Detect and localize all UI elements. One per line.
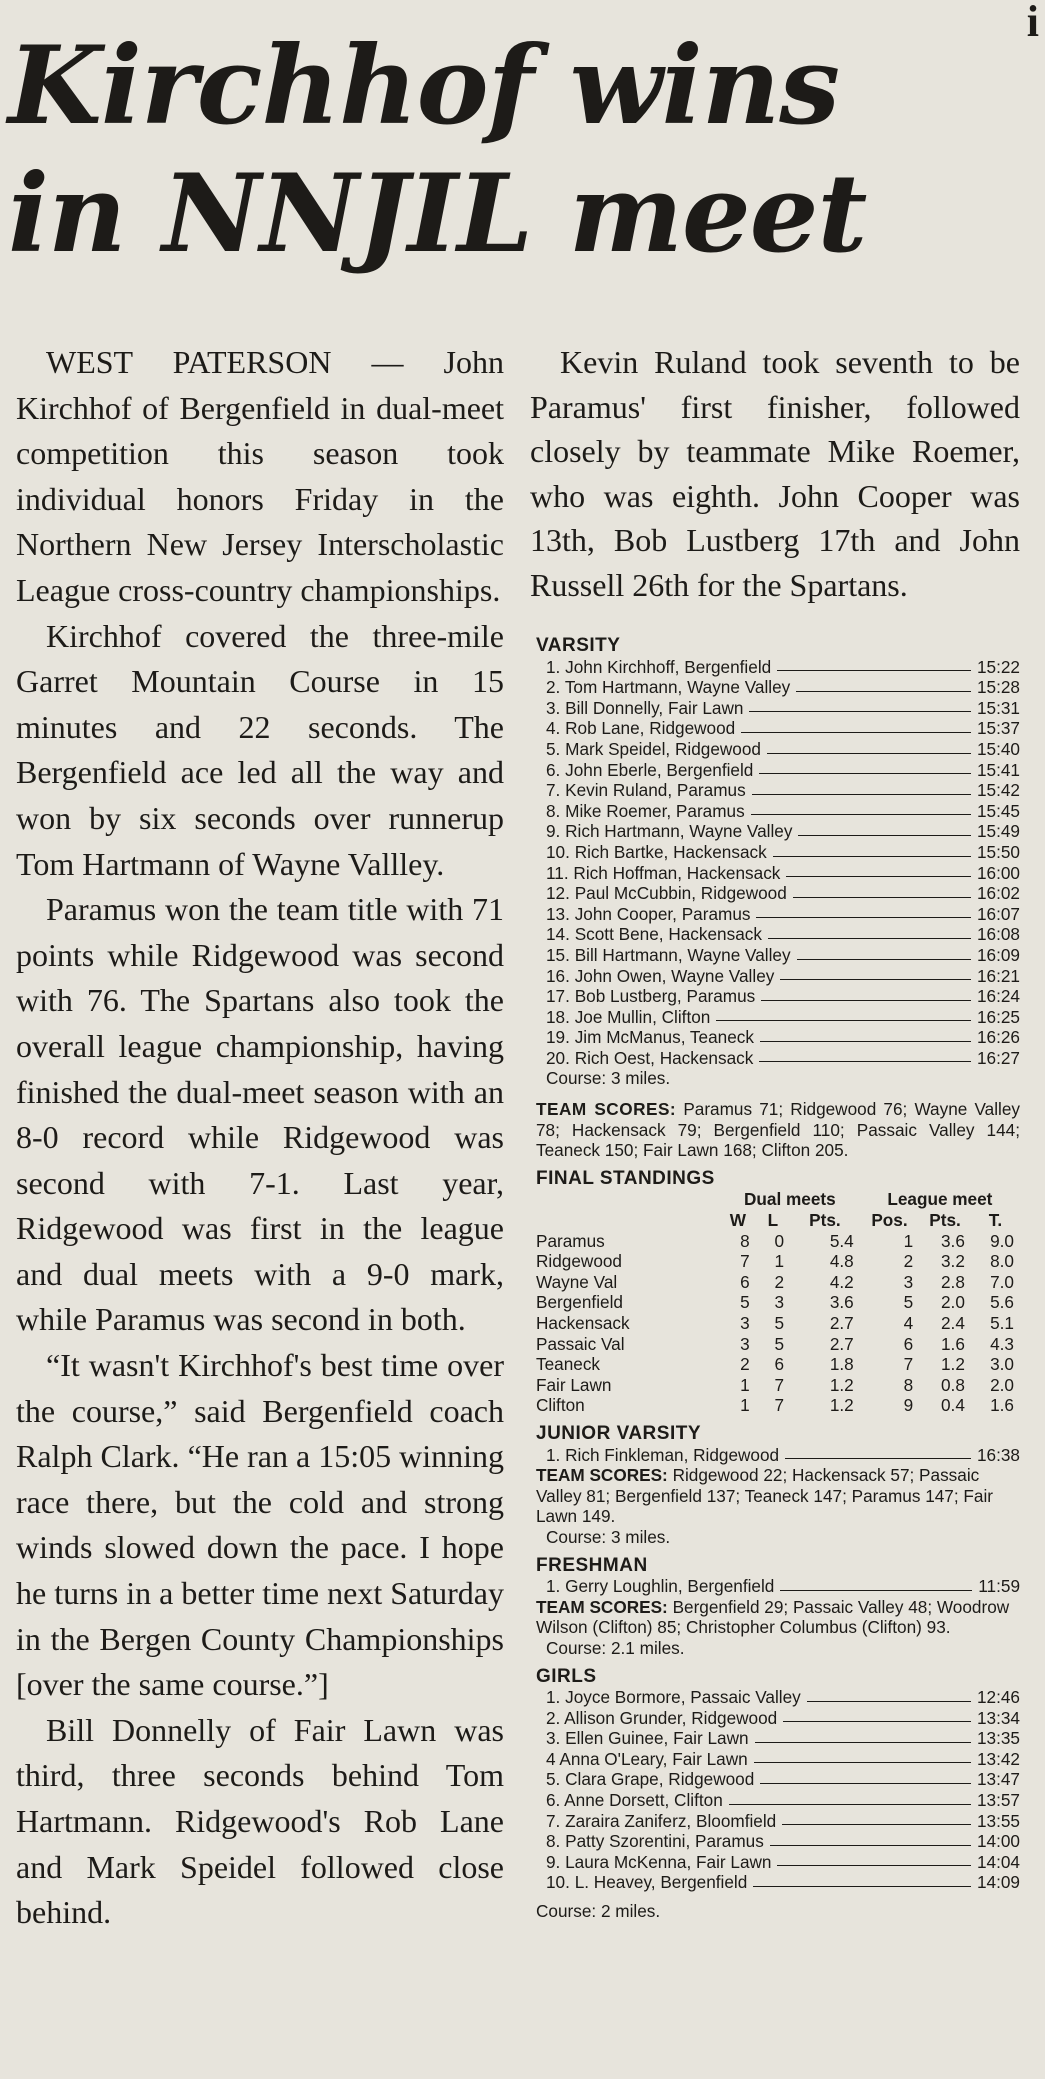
jv-heading: JUNIOR VARSITY xyxy=(536,1422,702,1444)
result-place: 5. xyxy=(546,738,561,759)
standings-cell-t: 7.0 xyxy=(990,1271,1014,1292)
article-left-column xyxy=(16,340,504,1936)
standings-cell-lpts: 2.8 xyxy=(940,1271,965,1292)
standings-cell-pts: 2.7 xyxy=(829,1333,854,1354)
result-name: Mark Speidel, Ridgewood xyxy=(565,738,761,759)
result-time: 16:09 xyxy=(976,944,1020,965)
article-paragraph: WEST PATERSON — John Kirchhof of Bergenfield in dual-meet competition this season took individual honors Friday in the Northern New Jersey Interscholastic League cross-country championships. xyxy=(16,344,504,608)
freshman-heading: FRESHMAN xyxy=(536,1554,648,1576)
leader-line xyxy=(716,1007,971,1022)
result-row xyxy=(536,1749,1020,1770)
result-place: 18. xyxy=(546,1006,570,1027)
girls-heading: GIRLS xyxy=(536,1665,597,1687)
team-scores-text: Paramus 71; Ridgewood 76; Wayne Valley 78; Hackensack 79; Bergenfield 110; Passaic Valley 144; Teaneck 150; Fair Lawn 168; Clifton 205. xyxy=(536,1099,1021,1161)
standings-cell-lpts: 2.0 xyxy=(940,1292,965,1313)
leader-line xyxy=(752,780,971,795)
result-name: Laura McKenna, Fair Lawn xyxy=(565,1851,772,1872)
standings-cell-w: 7 xyxy=(740,1251,750,1272)
edge-letter-fragment: i xyxy=(1026,0,1039,46)
leader-line xyxy=(783,1708,971,1723)
result-row xyxy=(536,883,1020,904)
standings-cell-t: 9.0 xyxy=(990,1230,1014,1251)
result-time: 15:50 xyxy=(976,841,1020,862)
result-time: 14:04 xyxy=(976,1851,1020,1872)
col-header: T. xyxy=(988,1210,1003,1231)
standings-cell-pos: 9 xyxy=(903,1395,914,1416)
standings-row xyxy=(536,1375,1020,1396)
standings-cell-w: 3 xyxy=(740,1333,750,1354)
result-name: John Owen, Wayne Valley xyxy=(574,965,775,986)
leader-line xyxy=(755,1728,971,1743)
result-name: John Cooper, Paramus xyxy=(574,903,751,924)
standings-cell-w: 2 xyxy=(740,1354,750,1375)
freshman-winner: 1. Gerry Loughlin, Bergenfield 11:59 xyxy=(546,1576,1020,1597)
leader-line xyxy=(797,945,971,960)
standings-cell-pos: 6 xyxy=(903,1333,914,1354)
league-meet-header: League meet xyxy=(887,1189,993,1210)
result-place: 7. xyxy=(546,1810,561,1831)
standings-row xyxy=(536,1231,1020,1252)
result-row xyxy=(536,1769,1020,1790)
result-row xyxy=(536,904,1020,925)
result-place: 2. xyxy=(546,677,561,698)
standings-cell-lpts: 1.6 xyxy=(940,1333,965,1354)
standings-cell-l: 5 xyxy=(774,1313,785,1333)
leader-line xyxy=(753,1872,971,1887)
leader-line xyxy=(760,1027,971,1042)
standings-cell-w: 1 xyxy=(740,1374,750,1395)
standings-cell-lpts: 3.6 xyxy=(940,1230,965,1251)
article-paragraph: Kirchhof covered the three-mile Garret Mountain Course in 15 minutes and 22 seconds. The Bergenfield ace led all the way and won by six seconds over runnerup Tom Hartmann of Wayne Vallley. xyxy=(16,617,504,882)
result-place: 15. xyxy=(546,944,570,965)
standings-cell-pts: 1.2 xyxy=(829,1395,854,1416)
result-row xyxy=(536,1790,1020,1811)
standings-cell-t: 5.6 xyxy=(990,1292,1014,1313)
result-name: John Eberle, Bergenfield xyxy=(565,759,754,780)
varsity-results xyxy=(536,657,1020,1069)
standings-cell-l: 1 xyxy=(774,1251,785,1272)
result-row xyxy=(536,1687,1020,1708)
result-place: 1. xyxy=(546,1687,561,1708)
result-time: 13:34 xyxy=(976,1707,1020,1728)
result-row xyxy=(536,1027,1020,1048)
result-place: 3. xyxy=(546,1728,561,1749)
standings-cell-l: 7 xyxy=(774,1374,785,1395)
headline xyxy=(8,22,1008,278)
article-paragraph: Bill Donnelly of Fair Lawn was third, three seconds behind Tom Hartmann. Ridgewood's Rob Lane and Mark Speidel followed close behind. xyxy=(16,1711,504,1931)
result-time: 13:55 xyxy=(976,1810,1020,1831)
result-place: 13. xyxy=(546,903,570,924)
freshman-course: Course: 2.1 miles. xyxy=(546,1637,685,1658)
col-header: L xyxy=(767,1210,779,1231)
standings-cell-pts: 5.4 xyxy=(829,1230,854,1251)
result-place: 12. xyxy=(546,883,570,904)
result-place: 16. xyxy=(546,965,570,986)
leader-line xyxy=(777,657,971,672)
result-time: 16:07 xyxy=(976,903,1020,924)
col-header: W xyxy=(729,1210,746,1231)
leader-line xyxy=(741,718,971,733)
standings-cell-lpts: 1.2 xyxy=(940,1354,965,1375)
result-row xyxy=(536,945,1020,966)
standings-cell-w: 5 xyxy=(740,1292,750,1313)
result-row xyxy=(536,966,1020,987)
leader-line xyxy=(777,1852,971,1867)
result-place: 17. xyxy=(546,986,570,1007)
standings-cell-l: 6 xyxy=(774,1354,785,1375)
standings-cell-l: 7 xyxy=(774,1395,785,1416)
result-row xyxy=(536,924,1020,945)
standings-cell-lpts: 2.4 xyxy=(940,1313,965,1333)
result-place: 7. xyxy=(546,780,561,801)
result-row xyxy=(536,780,1020,801)
result-time: 13:35 xyxy=(976,1728,1020,1749)
result-name: Rich Hartmann, Wayne Valley xyxy=(565,821,793,842)
result-name: Joe Mullin, Clifton xyxy=(574,1006,711,1027)
standings-cell-team: Paramus xyxy=(536,1230,605,1251)
standings-cell-pos: 7 xyxy=(903,1354,914,1375)
standings-cell-pos: 8 xyxy=(903,1374,914,1395)
result-time: 16:21 xyxy=(976,965,1020,986)
leader-line xyxy=(796,677,971,692)
standings-row xyxy=(536,1395,1020,1416)
varsity-heading: VARSITY xyxy=(536,635,621,656)
standings-table xyxy=(536,1189,1020,1416)
standings-cell-lpts: 3.2 xyxy=(940,1251,965,1272)
result-time: 13:57 xyxy=(976,1790,1020,1811)
result-row xyxy=(536,677,1020,698)
result-name: Clara Grape, Ridgewood xyxy=(565,1769,755,1790)
result-name: Ellen Guinee, Fair Lawn xyxy=(565,1728,749,1749)
girls-results xyxy=(536,1687,1020,1893)
leader-line xyxy=(754,1749,971,1764)
result-row xyxy=(536,1831,1020,1852)
result-time: 16:26 xyxy=(976,1027,1020,1048)
dual-meets-header: Dual meets xyxy=(743,1189,836,1210)
standings-cell-team: Bergenfield xyxy=(536,1292,623,1313)
result-name: Rob Lane, Ridgewood xyxy=(565,718,736,739)
result-name: Rich Hoffman, Hackensack xyxy=(573,862,781,883)
leader-line xyxy=(768,924,971,939)
result-name: Scott Bene, Hackensack xyxy=(574,924,762,945)
result-time: 15:49 xyxy=(976,821,1020,842)
leader-line xyxy=(759,1048,971,1063)
leader-line xyxy=(759,760,971,775)
result-time: 15:31 xyxy=(976,697,1020,718)
standings-cell-w: 3 xyxy=(740,1313,750,1333)
standings-body xyxy=(536,1231,1020,1416)
article-right-column xyxy=(530,340,1020,607)
standings-cell-t: 3.0 xyxy=(990,1354,1014,1375)
result-row xyxy=(536,821,1020,842)
freshman-team-scores: TEAM SCORES: Bergenfield 29; Passaic Valley 48; Woodrow Wilson (Clifton) 85; Christopher Columbus (Clifton) 93. xyxy=(536,1596,1010,1638)
result-row xyxy=(536,1728,1020,1749)
result-place: 5. xyxy=(546,1769,561,1790)
headline-line-2: in NNJIL meet xyxy=(8,151,867,277)
result-place: 20. xyxy=(546,1047,570,1068)
result-row xyxy=(536,760,1020,781)
result-name: Rich Bartke, Hackensack xyxy=(574,841,767,862)
standings-cell-pts: 2.7 xyxy=(829,1313,854,1333)
result-name: Paul McCubbin, Ridgewood xyxy=(574,883,787,904)
standings-cell-team: Fair Lawn xyxy=(536,1374,612,1395)
standings-cell-pos: 5 xyxy=(903,1292,914,1313)
standings-cell-pos: 3 xyxy=(903,1271,914,1292)
standings-cell-l: 5 xyxy=(774,1333,785,1354)
leader-line xyxy=(760,1769,971,1784)
result-time: 13:47 xyxy=(976,1769,1020,1790)
standings-row xyxy=(536,1334,1020,1355)
result-name: Anne Dorsett, Clifton xyxy=(564,1790,723,1811)
leader-line xyxy=(770,1831,971,1846)
result-name: L. Heavey, Bergenfield xyxy=(574,1872,748,1893)
standings-cell-team: Ridgewood xyxy=(536,1251,622,1272)
standings-cell-l: 3 xyxy=(774,1292,785,1313)
standings-row xyxy=(536,1313,1020,1334)
leader-line xyxy=(729,1790,971,1805)
standings-cell-t: 8.0 xyxy=(990,1251,1014,1272)
result-row xyxy=(536,657,1020,678)
leader-line xyxy=(798,821,971,836)
result-place: 11. xyxy=(546,862,569,883)
jv-winner: 1. Rich Finkleman, Ridgewood 16:38 xyxy=(546,1444,1020,1465)
result-row xyxy=(536,739,1020,760)
result-row xyxy=(536,801,1020,822)
leader-line xyxy=(782,1811,971,1826)
result-name: Jim McManus, Teaneck xyxy=(574,1027,754,1048)
varsity-course: Course: 3 miles. xyxy=(546,1068,671,1089)
standings-cell-pos: 4 xyxy=(903,1313,914,1333)
result-row xyxy=(536,842,1020,863)
result-place: 4. xyxy=(546,718,561,739)
result-time: 15:37 xyxy=(976,718,1020,739)
results-box xyxy=(536,636,1020,1922)
result-time: 16:08 xyxy=(976,924,1020,945)
leader-line xyxy=(793,883,971,898)
result-name: Allison Grunder, Ridgewood xyxy=(564,1707,778,1728)
result-time: 15:41 xyxy=(976,759,1020,780)
article-paragraph: “It wasn't Kirchhof's best time over the course,” said Bergenfield coach Ralph Clark. “He ran a 15:05 winning race there, but the cold and strong winds slowed down the pace. I hope he turns in a better time next Saturday in the Bergen County Championships [over the same course.”] xyxy=(16,1347,504,1703)
article-paragraph: Paramus won the team title with 71 points while Ridgewood was second with 76. The Spartans also took the overall league championship, having finished the dual-meet season with an 8-0 record while Ridgewood was second with 7-1. Last year, Ridgewood was first in the league and dual meets with a 9-0 mark, while Paramus was second in both. xyxy=(16,891,504,1338)
col-header: Pts. xyxy=(929,1210,961,1231)
leader-line xyxy=(767,739,971,754)
result-place: 8. xyxy=(546,800,561,821)
result-place: 14. xyxy=(546,924,570,945)
result-name: Tom Hartmann, Wayne Valley xyxy=(564,677,791,698)
leader-line xyxy=(773,842,971,857)
standings-cell-team: Hackensack xyxy=(536,1313,630,1333)
result-row xyxy=(536,1852,1020,1873)
leader-line xyxy=(786,863,971,878)
team-scores-label: TEAM SCORES: xyxy=(536,1099,677,1120)
standings-row xyxy=(536,1354,1020,1375)
col-header: Pos. xyxy=(871,1210,908,1231)
leader-line xyxy=(780,966,971,981)
result-row xyxy=(536,1811,1020,1832)
standings-heading: FINAL STANDINGS xyxy=(536,1167,715,1189)
standings-row xyxy=(536,1292,1020,1313)
result-time: 15:45 xyxy=(976,800,1020,821)
standings-cell-lpts: 0.4 xyxy=(940,1395,965,1416)
standings-cell-pts: 3.6 xyxy=(829,1292,854,1313)
result-row xyxy=(536,1708,1020,1729)
girls-course: Course: 2 miles. xyxy=(536,1901,661,1922)
standings-cell-pts: 1.2 xyxy=(829,1374,854,1395)
result-name: Bob Lustberg, Paramus xyxy=(574,986,756,1007)
result-name: Patty Szorentini, Paramus xyxy=(565,1831,764,1852)
standings-cell-pts: 4.8 xyxy=(829,1251,854,1272)
result-time: 16:25 xyxy=(976,1006,1020,1027)
standings-cell-pts: 4.2 xyxy=(829,1271,854,1292)
result-time: 12:46 xyxy=(976,1687,1020,1708)
leader-line xyxy=(807,1687,971,1702)
result-name: Bill Hartmann, Wayne Valley xyxy=(574,944,791,965)
standings-row xyxy=(536,1272,1020,1293)
result-time: 14:09 xyxy=(976,1872,1020,1893)
result-place: 2. xyxy=(546,1707,561,1728)
standings-cell-pos: 1 xyxy=(903,1230,914,1251)
leader-line xyxy=(761,986,971,1001)
standings-cell-lpts: 0.8 xyxy=(940,1374,965,1395)
result-name: Kevin Ruland, Paramus xyxy=(565,780,746,801)
jv-course: Course: 3 miles. xyxy=(546,1526,671,1547)
standings-cell-team: Wayne Val xyxy=(536,1271,618,1292)
standings-cell-pts: 1.8 xyxy=(829,1354,854,1375)
result-name: Bill Donnelly, Fair Lawn xyxy=(565,697,744,718)
result-row xyxy=(536,1048,1020,1069)
varsity-team-scores xyxy=(536,1099,1020,1161)
result-place: 9. xyxy=(546,1851,561,1872)
result-time: 16:24 xyxy=(976,986,1020,1007)
result-time: 15:28 xyxy=(976,677,1020,698)
result-place: 8. xyxy=(546,1831,561,1852)
standings-cell-t: 2.0 xyxy=(990,1374,1014,1395)
result-name: John Kirchhoff, Bergenfield xyxy=(565,656,772,677)
result-time: 14:00 xyxy=(976,1831,1020,1852)
col-header: Pts. xyxy=(809,1210,841,1231)
result-name: Mike Roemer, Paramus xyxy=(565,800,745,821)
result-time: 15:22 xyxy=(976,656,1020,677)
leader-line xyxy=(751,801,971,816)
result-row xyxy=(536,863,1020,884)
standings-cell-t: 5.1 xyxy=(990,1313,1014,1333)
result-place: 19. xyxy=(546,1027,570,1048)
result-row xyxy=(536,1872,1020,1893)
result-place: 9. xyxy=(546,821,561,842)
article-paragraph: Kevin Ruland took seventh to be Paramus' first finisher, followed closely by teammate Mike Roemer, who was eighth. John Cooper was 13th, Bob Lustberg 17th and John Russell 26th for the Spartans. xyxy=(530,344,1020,603)
standings-cell-w: 6 xyxy=(740,1271,750,1292)
result-place: 10. xyxy=(546,1872,570,1893)
standings-cell-l: 2 xyxy=(774,1271,785,1292)
result-row xyxy=(536,698,1020,719)
result-row xyxy=(536,718,1020,739)
result-time: 13:42 xyxy=(976,1748,1020,1769)
result-time: 16:27 xyxy=(976,1047,1020,1068)
result-place: 6. xyxy=(546,759,561,780)
standings-row xyxy=(536,1251,1020,1272)
result-name: Zaraira Zaniferz, Bloomfield xyxy=(565,1810,777,1831)
result-place: 1. xyxy=(546,656,561,677)
result-time: 15:40 xyxy=(976,738,1020,759)
result-name: Rich Oest, Hackensack xyxy=(574,1047,754,1068)
leader-line xyxy=(756,904,971,919)
standings-cell-t: 1.6 xyxy=(990,1395,1014,1416)
result-place: 3. xyxy=(546,697,561,718)
standings-cell-t: 4.3 xyxy=(990,1333,1014,1354)
result-row xyxy=(536,986,1020,1007)
standings-cell-team: Passaic Val xyxy=(536,1333,625,1354)
result-name: Anna O'Leary, Fair Lawn xyxy=(559,1748,748,1769)
result-time: 15:42 xyxy=(976,780,1020,801)
jv-team-scores: TEAM SCORES: Ridgewood 22; Hackensack 57; Passaic Valley 81; Bergenfield 137; Teaneck 147; Paramus 147; Fair Lawn 149. xyxy=(536,1465,994,1527)
result-row xyxy=(536,1007,1020,1028)
result-place: 6. xyxy=(546,1790,561,1811)
standings-cell-team: Teaneck xyxy=(536,1354,601,1375)
leader-line xyxy=(749,698,971,713)
result-name: Joyce Bormore, Passaic Valley xyxy=(565,1687,801,1708)
result-time: 16:02 xyxy=(976,883,1020,904)
result-time: 16:00 xyxy=(976,862,1020,883)
standings-cell-team: Clifton xyxy=(536,1395,585,1416)
headline-line-1: Kirchhof wins xyxy=(8,23,840,149)
standings-cell-w: 1 xyxy=(740,1395,750,1416)
result-place: 4 xyxy=(546,1748,556,1769)
standings-cell-l: 0 xyxy=(774,1230,785,1251)
standings-cell-w: 8 xyxy=(740,1230,750,1251)
result-place: 10. xyxy=(546,841,570,862)
standings-cell-pos: 2 xyxy=(903,1251,914,1272)
